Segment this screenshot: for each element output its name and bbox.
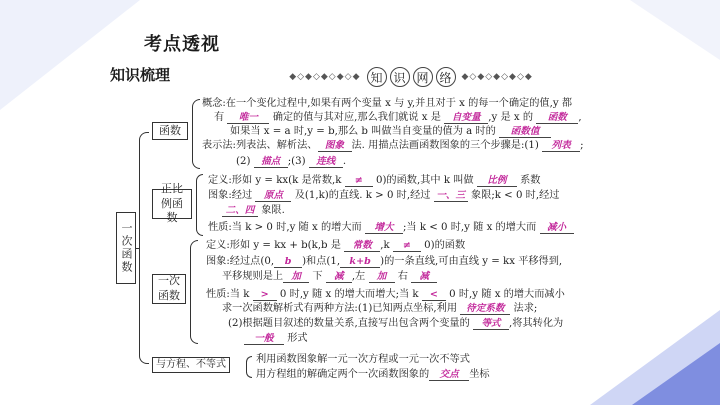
banner-char: 络 — [436, 67, 456, 87]
proportional-quadrant-line: 二、四 象限. — [222, 205, 285, 217]
root-connector — [136, 248, 140, 249]
linear-property-line: 性质:当 k > 0 时,y 随 x 的增大而增大;当 k < 0 时,y 随 x 的增大而减小 — [206, 289, 565, 300]
banner-char: 知 — [367, 67, 387, 87]
proportional-property-line: 性质:当 k > 0 时,y 随 x 的增大而 增大 ;当 k < 0 时,y 随 x 的增大而 减小 — [208, 222, 574, 234]
corner-decoration-bottom-right-dark — [632, 343, 720, 405]
function-representation-line: 表示法:列表法、解析法、 图象 法. 用描点法画函数图象的三个步骤是:(1) 列表 ; — [202, 140, 584, 151]
category-linear-label: 一次函数 — [158, 274, 180, 302]
category-linear — [152, 274, 186, 304]
banner-char: 识 — [390, 67, 410, 87]
main-brace — [139, 132, 149, 364]
linear-method-line1: 求一次函数解析式有两种方法:(1)已知两点坐标,利用 待定系数 法求; — [222, 303, 538, 314]
corner-decoration-top-left — [0, 0, 140, 110]
category-function: 函数 — [152, 122, 188, 140]
function-concept-line3: 如果当 x = a 时,y = b,那么 b 叫做当自变量的值为 a 时的 函数值 — [230, 126, 551, 138]
brace-proportional — [196, 174, 203, 236]
equation-line2: 用方程组的解确定两个一次函数图象的 交点 坐标 — [256, 369, 490, 380]
linear-translation-line: 平移规则是上 加 下 减 ,左 加 右 减 — [222, 271, 437, 283]
linear-definition-line: 定义:形如 y = kx + b(k,b 是 常数 ,k ≠ 0)的函数 — [206, 240, 466, 251]
linear-method-line3: 一般 形式 — [244, 333, 308, 345]
category-proportional — [152, 181, 192, 225]
function-concept-line1: 概念:在一个变化过程中,如果有两个变量 x 与 y,并且对于 x 的每一个确定的值,y 都 — [202, 98, 573, 109]
linear-method-line2: (2)根据题目叙述的数量关系,直接写出包含两个变量的 等式 ,将其转化为 — [228, 318, 564, 329]
brace-equation — [246, 356, 252, 378]
root-node: 一次函数 — [116, 212, 136, 284]
brace-function — [192, 99, 200, 169]
diamond-divider-right: ◆◇◆◇◆◇◆◇◆ — [461, 72, 533, 82]
function-steps-line: (2) 描点 ;(3) 连线 . — [236, 156, 347, 167]
equation-line1: 利用函数图象解一元一次方程或一元一次不等式 — [256, 354, 470, 365]
category-proportional-label: 正比例函数 — [161, 181, 183, 225]
category-equation: 与方程、不等式 — [152, 357, 230, 373]
knowledge-network-banner — [218, 70, 604, 84]
page-title: 考点透视 — [144, 34, 220, 55]
corner-decoration-top-right — [630, 0, 720, 60]
function-concept-line2: 有 唯一 确定的值与其对应,那么我们就说 x 是 自变量 ,y 是 x 的 函数 , — [214, 112, 582, 123]
section-title: 知识梳理 — [110, 66, 171, 84]
linear-graph-line: 图象:经过点(0, b )和点(1, k+b )的一条直线,可由直线 y = kx 平移得到, — [206, 256, 563, 267]
proportional-graph-line: 图象:经过 原点 及(1,k)的直线. k > 0 时,经过 一、三 象限;k < 0 时,经过 — [208, 190, 560, 201]
banner-char: 网 — [413, 67, 433, 87]
brace-linear — [190, 240, 198, 344]
proportional-definition-line: 定义:形如 y = kx(k 是常数,k ≠ 0)的函数,其中 k 叫做 比例 系数 — [208, 175, 541, 186]
diamond-divider-left: ◆◇◆◇◆◇◆◇◆ — [289, 72, 361, 82]
